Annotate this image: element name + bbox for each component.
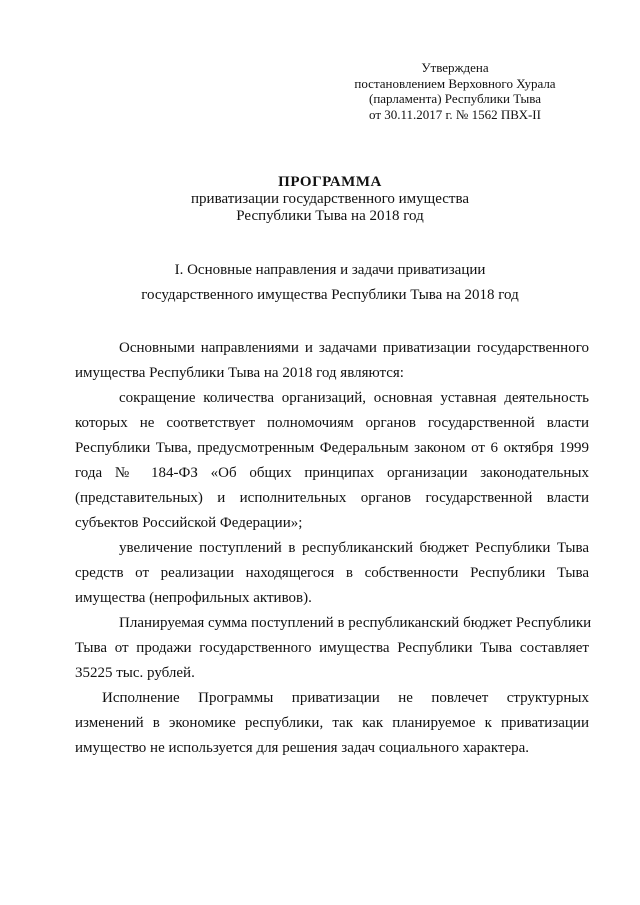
document-body [75,336,592,761]
title-main: ПРОГРАММА [278,174,382,190]
section-heading-line-2: государственного имущества Республики Тыва на 2018 год [141,287,519,303]
document-title [60,173,600,225]
paragraph-1 [75,336,589,386]
paragraph-line: которых не соответствует полномочиям органов государственной власти [75,415,589,431]
paragraph-line: имущества Республики Тыва на 2018 год являются: [75,365,404,381]
paragraph-line: Тыва от продажи государственного имущества Республики Тыва составляет [75,640,589,656]
paragraph-4 [75,611,592,686]
title-subtitle-1: приватизации государственного имущества [191,191,469,207]
paragraph-line: Республики Тыва, предусмотренным Федеральным законом от 6 октября 1999 [75,440,589,456]
section-heading-line-1: I. Основные направления и задачи приватизации [174,262,486,278]
paragraph-line: субъектов Российской Федерации»; [75,515,303,531]
paragraph-line: года № 184-ФЗ «Об общих принципах организации законодательных [75,465,589,481]
title-subtitle-2: Республики Тыва на 2018 год [236,208,424,224]
paragraph-line: средств от реализации находящегося в собственности Республики Тыва [75,565,589,581]
paragraph-line: сокращение количества организаций, основная уставная деятельность [119,390,589,406]
paragraph-line: изменений в экономике республики, так как планируемое к приватизации [75,715,589,731]
paragraph-line: увеличение поступлений в республиканский бюджет Республики Тыва [119,540,589,556]
paragraph-line: Планируемая сумма поступлений в республиканский бюджет Республики [119,615,592,631]
paragraph-line: имущества (непрофильных активов). [75,590,312,606]
paragraph-5 [75,686,589,761]
approval-line-1: Утверждена [421,60,489,75]
paragraph-line: Исполнение Программы приватизации не повлечет структурных [102,690,589,706]
paragraph-line: Основными направлениями и задачами приватизации государственного [119,340,589,356]
approval-stamp [340,60,570,122]
paragraph-2 [75,386,589,536]
approval-line-3: (парламента) Республики Тыва [368,91,541,106]
approval-line-2: постановлением Верховного Хурала [354,75,556,91]
approval-line-4: от 30.11.2017 г. № 1562 ПВХ-II [369,106,541,122]
paragraph-line: (представительных) и исполнительных органов государственной власти [75,490,589,506]
section-heading [60,258,600,308]
paragraph-line: имущество не используется для решения задач социального характера. [75,740,530,756]
paragraph-3 [75,536,589,611]
paragraph-line: 35225 тыс. рублей. [75,665,195,681]
